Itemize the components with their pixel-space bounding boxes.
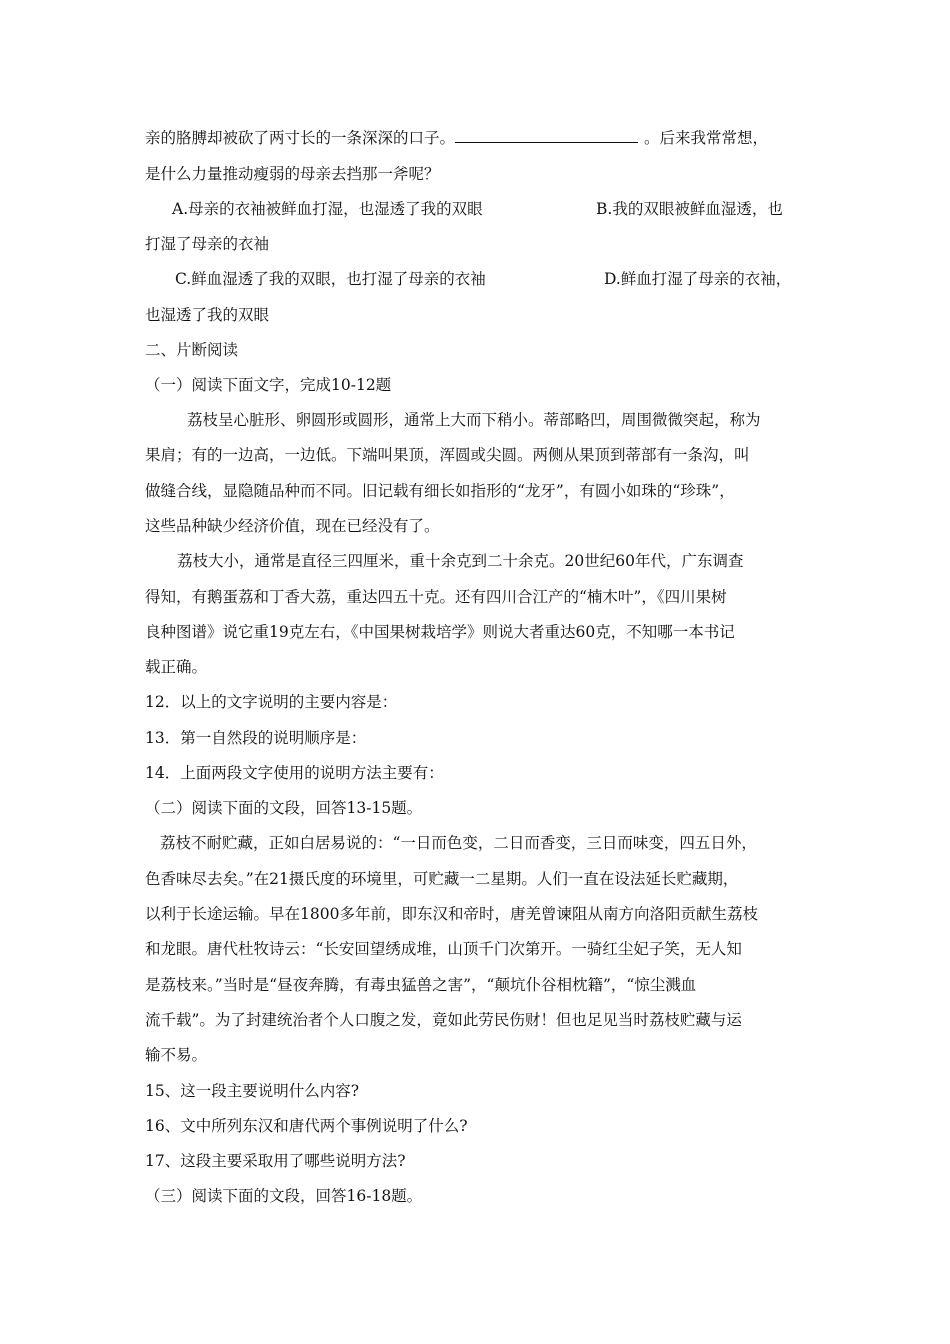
paragraph-line: 这些品种缺少经济价值，现在已经没有了。 [145,517,440,535]
option-a: A.母亲的衣袖被鲜血打湿，也湿透了我的双眼 [172,200,483,218]
option-b: B.我的双眼被鲜血湿透，也 [596,200,783,218]
paragraph-line: 载正确。 [145,658,208,676]
answer-blank [455,128,638,143]
paragraph-line: 色香味尽去矣。”在21摄氏度的环境里，可贮藏一二星期。人们一直在设法延长贮藏期， [145,870,739,888]
prev-question-line-2: 是什么力量推动瘦弱的母亲去挡那一斧呢？ [145,165,440,183]
paragraph-line: 和龙眼。唐代杜牧诗云：“长安回望绣成堆，山顶千门次第开。一骑红尘妃子笑，无人知 [145,940,742,958]
question-17: 17、这段主要采取用了哪些说明方法? [145,1152,406,1170]
question-12: 12．以上的文字说明的主要内容是： [145,693,398,711]
paragraph-line: 荔枝大小，通常是直径三四厘米，重十余克到二十余克。20世纪60年代，广东调查 [177,552,744,570]
part1-heading: （一）阅读下面文字，完成10-12题 [145,376,392,394]
paragraph-line: 得知，有鹅蛋荔和丁香大荔，重达四五十克。还有四川合江产的“楠木叶”，《四川果树 [145,588,727,606]
option-c: C.鲜血湿透了我的双眼，也打湿了母亲的衣袖 [175,270,486,288]
question-13: 13．第一自然段的说明顺序是： [145,729,367,747]
prev-question-line-1 [145,128,768,148]
paragraph-line: 以利于长途运输。早在1800多年前，即东汉和帝时，唐羌曾谏阻从南方向洛阳贡献生荔枝 [145,905,758,923]
paragraph-line: 荔枝不耐贮藏，正如白居易说的：“一日而色变，二日而香变，三日而味变，四五日外， [160,834,757,852]
part3-heading: （三）阅读下面的文段，回答16-18题。 [145,1187,423,1205]
section-title: 二、片断阅读 [145,341,239,359]
option-d: D.鲜血打湿了母亲的衣袖， [604,270,792,288]
paragraph-line: 荔枝呈心脏形、卵圆形或圆形，通常上大而下稍小。蒂部略凹，周围微微突起，称为 [187,411,761,429]
question-14: 14．上面两段文字使用的说明方法主要有： [145,764,444,782]
text-segment: 。后来我常常想， [644,129,769,147]
paragraph-line: 做缝合线，显隐随品种而不同。旧记载有细长如指形的“龙牙”，有圆小如珠的“珍珠”， [145,482,735,500]
question-16: 16、文中所列东汉和唐代两个事例说明了什么? [145,1117,468,1135]
paragraph-line: 果肩；有的一边高，一边低。下端叫果顶，浑圆或尖圆。两侧从果顶到蒂部有一条沟，叫 [145,446,750,464]
text-segment: 亲的胳膊却被砍了两寸长的一条深深的口子。 [145,129,456,147]
option-b-continued: 打湿了母亲的衣袖 [145,235,270,253]
paragraph-line: 是荔枝来。”当时是“昼夜奔腾，有毒虫猛兽之害”，“颠坑仆谷相枕籍”，“惊尘溅血 [145,976,697,994]
paragraph-line: 良种图谱》说它重19克左右，《中国果树栽培学》则说大者重达60克，不知哪一本书记 [145,623,735,641]
question-15: 15、这一段主要说明什么内容? [145,1082,360,1100]
option-d-continued: 也湿透了我的双眼 [145,306,270,324]
paragraph-line: 输不易。 [145,1046,208,1064]
part2-heading: （二）阅读下面的文段，回答13-15题。 [145,799,423,817]
paragraph-line: 流千载”。为了封建统治者个人口腹之发，竟如此劳民伤财！但也足见当时荔枝贮藏与运 [145,1011,742,1029]
